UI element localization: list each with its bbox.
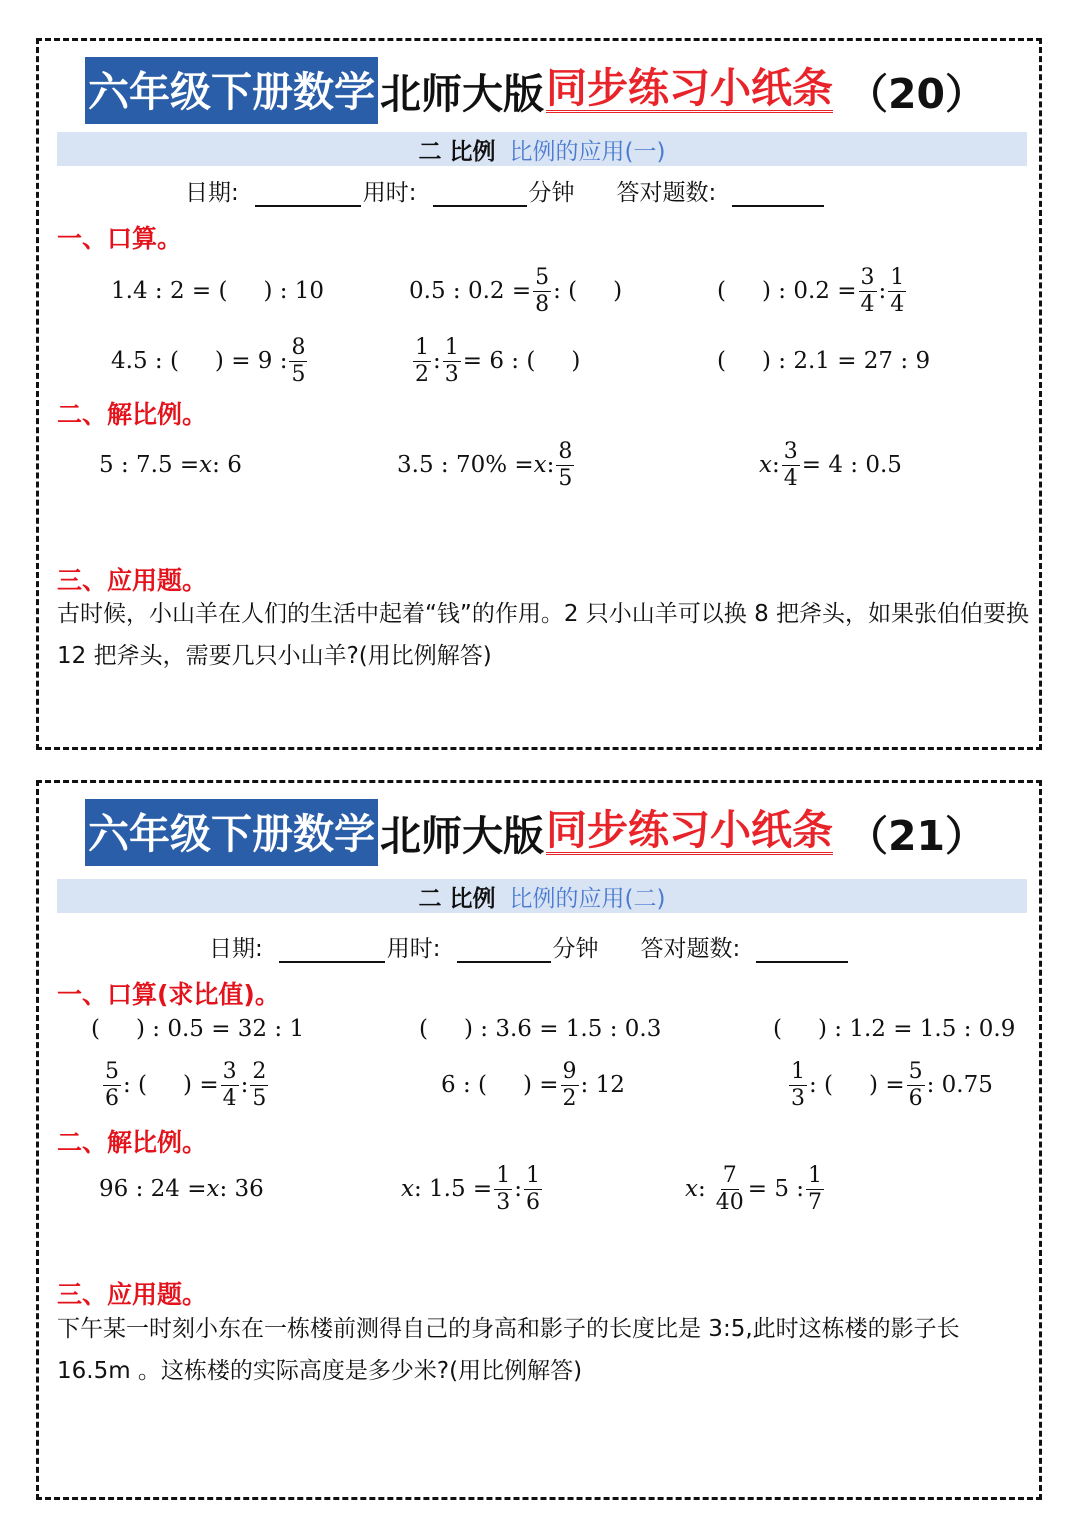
solve-item: 5 : 7.5 = x : 6 [99, 452, 242, 478]
date-label: 日期: [209, 936, 263, 962]
fraction: $\frac{2}{5}$ [252, 1059, 267, 1111]
date-field[interactable] [279, 939, 385, 963]
meta-row [185, 173, 826, 207]
section-word-problem-title: 三、应用题。 [57, 1280, 208, 1309]
oral-item: 6 : ( ) = $\frac{9}{2}$ : 12 [441, 1059, 625, 1111]
title-edition: 北师大版 [380, 69, 544, 118]
worksheet-20 [36, 38, 1042, 750]
minutes-label: 分钟 [552, 936, 599, 962]
oral-item: ( ) : 1.2 = 1.5 : 0.9 [773, 1016, 1016, 1042]
fraction: $\frac{8}{5}$ [558, 439, 573, 491]
sheet-title [85, 795, 1015, 869]
fraction: $\frac{5}{6}$ [105, 1059, 119, 1111]
oral-item: $\frac{1}{3}$ : ( ) = $\frac{5}{6}$ : 0.75 [791, 1059, 993, 1111]
fraction: $\frac{1}{2}$ [415, 335, 429, 387]
section-oral-title: 一、口算。 [57, 224, 183, 253]
oral-item: ( ) : 2.1 = 27 : 9 [717, 348, 931, 374]
time-label: 用时: [362, 180, 417, 206]
fraction: $\frac{3}{4}$ [222, 1059, 237, 1111]
fraction: $\frac{1}{4}$ [890, 265, 905, 317]
word-problem: 下午某一时刻小东在一栋楼前测得自己的身高和影子的长度比是 3:5,此时这栋楼的影子长 16.5m 。这栋楼的实际高度是多少米?(用比例解答) [57, 1316, 960, 1384]
section-solve-title: 二、解比例。 [57, 1128, 208, 1157]
solve-item: x : $\frac{3}{4}$ = 4 : 0.5 [759, 439, 902, 491]
fraction: $\frac{5}{6}$ [908, 1059, 923, 1111]
word-problem: 古时候，小山羊在人们的生活中起着“钱”的作用。2 只小山羊可以换 8 把斧头，如果张伯伯要换 12 把斧头，需要几只小山羊?(用比例解答) [57, 601, 1030, 669]
unit-label: 二 比例 [418, 138, 496, 165]
date-label: 日期: [185, 180, 239, 206]
title-number: （20） [847, 69, 987, 118]
fraction: $\frac{3}{4}$ [860, 265, 875, 317]
title-grade: 六年级下册数学 [85, 799, 378, 866]
fraction: $\frac{1}{3}$ [444, 335, 459, 387]
oral-item: 4.5 : ( ) = 9 : $\frac{8}{5}$ [111, 335, 306, 387]
oral-item: ( ) : 0.2 = $\frac{3}{4}$ : $\frac{1}{4}$ [717, 265, 905, 317]
sheet-title [85, 53, 1015, 127]
time-field[interactable] [433, 183, 527, 207]
title-grade: 六年级下册数学 [85, 57, 378, 124]
correct-label: 答对题数: [616, 180, 717, 206]
fraction: $\frac{7}{40}$ [715, 1163, 744, 1215]
correct-field[interactable] [732, 183, 824, 207]
topic-band [57, 132, 1027, 166]
fraction: $\frac{1}{3}$ [791, 1059, 805, 1111]
fraction: $\frac{1}{6}$ [525, 1163, 540, 1215]
oral-item: 0.5 : 0.2 = $\frac{5}{8}$ : ( ) [409, 265, 623, 317]
oral-item: $\frac{5}{6}$ : ( ) = $\frac{3}{4}$ : $\frac{2}{5}$ [105, 1059, 267, 1111]
solve-item: x : $\frac{7}{40}$ = 5 : $\frac{1}{7}$ [685, 1163, 823, 1215]
title-name: 同步练习小纸条 [546, 805, 833, 854]
topic-label: 比例的应用(一) [509, 138, 666, 165]
section-oral-title: 一、口算(求比值)。 [57, 980, 280, 1009]
fraction: $\frac{9}{2}$ [562, 1059, 577, 1111]
correct-field[interactable] [756, 939, 848, 963]
fraction: $\frac{1}{7}$ [808, 1163, 823, 1215]
meta-row [209, 929, 850, 963]
topic-band [57, 879, 1027, 913]
solve-item: 96 : 24 = x : 36 [99, 1176, 264, 1202]
title-name: 同步练习小纸条 [546, 63, 833, 112]
fraction: $\frac{3}{4}$ [783, 439, 798, 491]
fraction: $\frac{1}{3}$ [496, 1163, 511, 1215]
oral-item: ( ) : 0.5 = 32 : 1 [91, 1016, 305, 1042]
minutes-label: 分钟 [528, 180, 575, 206]
solve-item: 3.5 : 70% = x : $\frac{8}{5}$ [397, 439, 573, 491]
section-word-problem-title: 三、应用题。 [57, 566, 208, 595]
time-field[interactable] [457, 939, 551, 963]
date-field[interactable] [255, 183, 361, 207]
section-solve-title: 二、解比例。 [57, 400, 208, 429]
time-label: 用时: [386, 936, 441, 962]
oral-item: 1.4 : 2 = ( ) : 10 [111, 278, 325, 304]
topic-label: 比例的应用(二) [509, 885, 666, 912]
worksheet-21 [36, 780, 1042, 1500]
unit-label: 二 比例 [418, 885, 496, 912]
title-edition: 北师大版 [380, 811, 544, 860]
oral-item: $\frac{1}{2}$ : $\frac{1}{3}$ = 6 : ( ) [415, 335, 581, 387]
title-number: （21） [847, 811, 987, 860]
fraction: $\frac{8}{5}$ [291, 335, 306, 387]
oral-item: ( ) : 3.6 = 1.5 : 0.3 [419, 1016, 662, 1042]
solve-item: x : 1.5 = $\frac{1}{3}$ : $\frac{1}{6}$ [401, 1163, 540, 1215]
fraction: $\frac{5}{8}$ [535, 265, 550, 317]
correct-label: 答对题数: [640, 936, 741, 962]
